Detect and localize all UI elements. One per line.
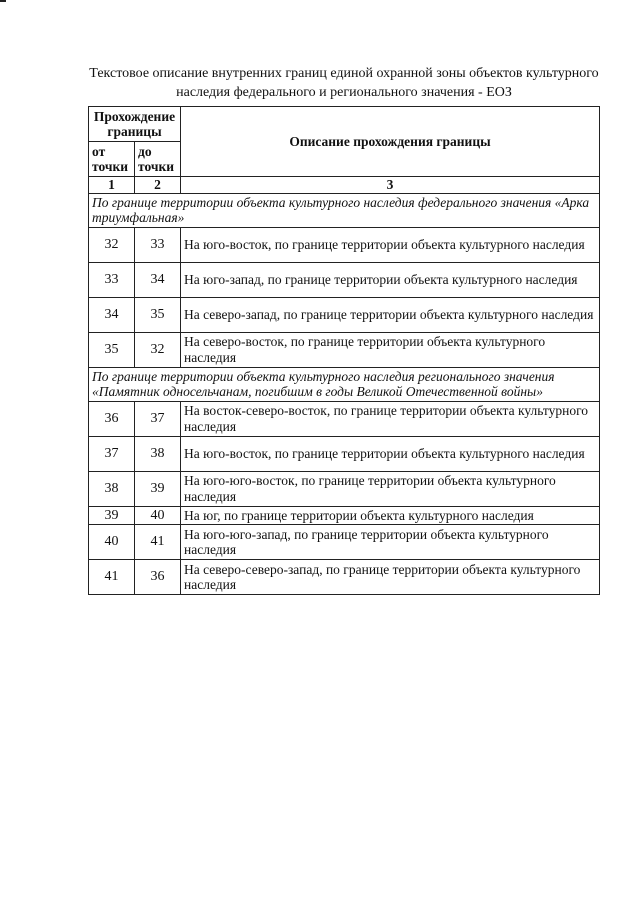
section-title: По границе территории объекта культурного наследия регионального значения «Памятник односельчанам, погибшим в годы Великой Отечественной войны» — [89, 367, 600, 401]
table-row — [89, 227, 600, 262]
table-row — [89, 471, 600, 506]
from-point-cell: 33 — [89, 262, 135, 297]
to-point-cell: 34 — [135, 262, 181, 297]
description-cell: На северо-северо-запад, по границе территории объекта культурного наследия — [181, 560, 600, 595]
description-cell: На юго-юго-восток, по границе территории объекта культурного наследия — [181, 471, 600, 506]
table-row — [89, 401, 600, 436]
from-point-cell: 34 — [89, 297, 135, 332]
to-point-cell: 36 — [135, 560, 181, 595]
from-point-cell: 40 — [89, 525, 135, 560]
table-row — [89, 506, 600, 525]
from-point-cell: 37 — [89, 436, 135, 471]
from-point-cell: 41 — [89, 560, 135, 595]
from-point-cell: 39 — [89, 506, 135, 525]
boundary-table — [88, 106, 600, 595]
column-number-2: 2 — [135, 177, 181, 194]
table-row — [89, 297, 600, 332]
column-number-3: 3 — [181, 177, 600, 194]
description-cell: На восток-северо-восток, по границе территории объекта культурного наследия — [181, 401, 600, 436]
table-row — [89, 332, 600, 367]
table-row — [89, 525, 600, 560]
to-point-cell: 33 — [135, 227, 181, 262]
section-title: По границе территории объекта культурного наследия федерального значения «Арка триумфальная» — [89, 193, 600, 227]
description-cell: На юг, по границе территории объекта культурного наследия — [181, 506, 600, 525]
from-point-cell: 38 — [89, 471, 135, 506]
to-point-cell: 35 — [135, 297, 181, 332]
description-cell: На юго-юго-запад, по границе территории объекта культурного наследия — [181, 525, 600, 560]
header-boundary-passage: Прохождение границы — [89, 107, 181, 142]
table-row — [89, 560, 600, 595]
scan-corner-mark — [0, 0, 6, 2]
to-point-cell: 32 — [135, 332, 181, 367]
description-cell: На юго-запад, по границе территории объекта культурного наследия — [181, 262, 600, 297]
table-row — [89, 262, 600, 297]
from-point-cell: 36 — [89, 401, 135, 436]
header-to-point: до точки — [135, 142, 181, 177]
from-point-cell: 32 — [89, 227, 135, 262]
description-cell: На юго-восток, по границе территории объекта культурного наследия — [181, 436, 600, 471]
description-cell: На северо-восток, по границе территории объекта культурного наследия — [181, 332, 600, 367]
table-header-row — [89, 107, 600, 142]
to-point-cell: 41 — [135, 525, 181, 560]
to-point-cell: 39 — [135, 471, 181, 506]
boundary-table-body — [89, 107, 600, 595]
table-row — [89, 436, 600, 471]
description-cell: На юго-восток, по границе территории объекта культурного наследия — [181, 227, 600, 262]
header-boundary-description: Описание прохождения границы — [181, 107, 600, 177]
column-number-1: 1 — [89, 177, 135, 194]
header-from-point: от точки — [89, 142, 135, 177]
from-point-cell: 35 — [89, 332, 135, 367]
column-number-row — [89, 177, 600, 194]
to-point-cell: 40 — [135, 506, 181, 525]
document-title: Текстовое описание внутренних границ единой охранной зоны объектов культурного наследия федерального и регионального значения - ЕОЗ — [89, 66, 599, 100]
description-cell: На северо-запад, по границе территории объекта культурного наследия — [181, 297, 600, 332]
section-row — [89, 193, 600, 227]
to-point-cell: 37 — [135, 401, 181, 436]
to-point-cell: 38 — [135, 436, 181, 471]
section-row — [89, 367, 600, 401]
